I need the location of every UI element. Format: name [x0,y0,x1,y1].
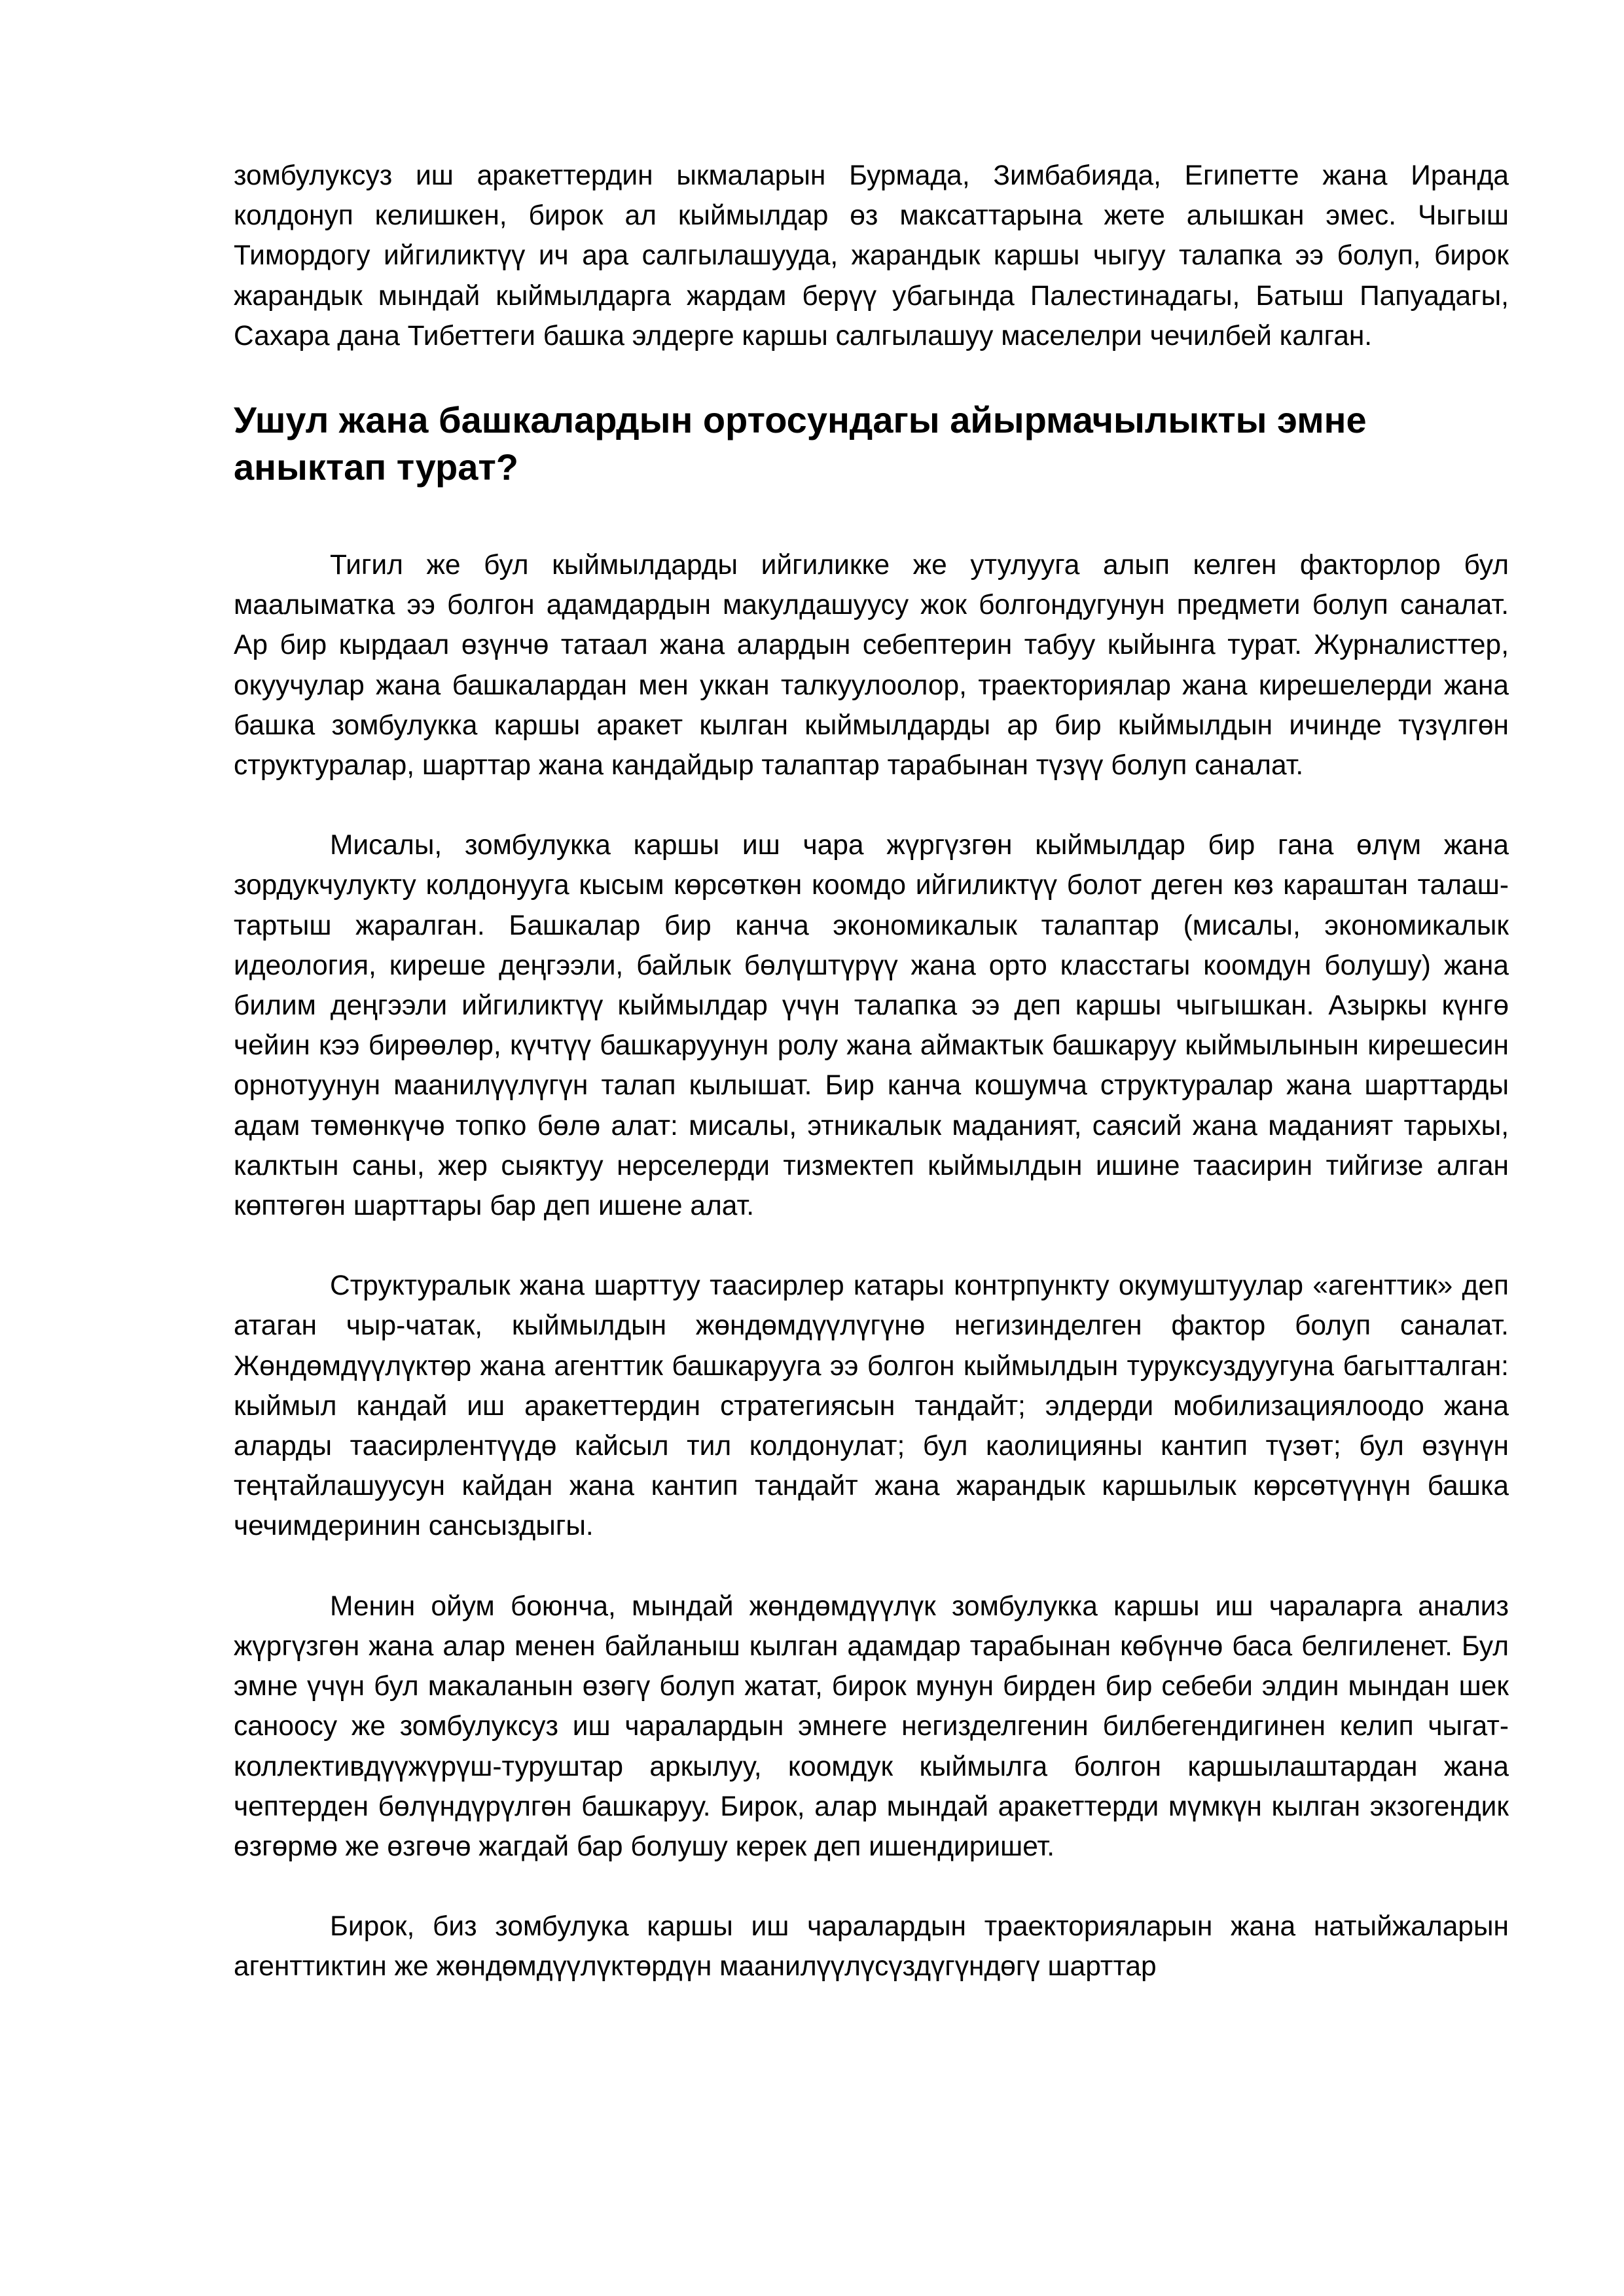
section-heading: Ушул жана башкалардын ортосундагы айырмачылыкты эмне аныктап турат? [234,399,1367,488]
body-paragraph-2: Мисалы, зомбулукка каршы иш чара жүргүзгөн кыймылдар бир гана өлүм жана зордукчулукту колдонууга кысым көрсөткөн коомдо ийгиликтүү болот деген көз караштан талаш-тартыш жаралган. Башкалар бир канча экономикалык талаптар (мисалы, экономикалык идеология, киреше деңгээли, байлык бөлүштүрүү жана орто класстагы коомдун болушу) жана билим деңгээли ийгиликтүү кыймылдар үчүн талапка ээ деп каршы чыгышкан. Азыркы күнгө чейин кээ бирөөлөр, күчтүү башкаруунун ролу жана аймактык башкаруу кыймылынын кирешесин орнотуунун маанилүүлүгүн талап кылышат. Бир канча кошумча структуралар жана шарттарды адам төмөнкүчө топко бөлө алат: мисалы, этникалык маданият, саясий жана маданият тарыхы, калктын саны, жер сыяктуу нерселерди тизмектеп кыймылдын ишине таасирин тийгизе алган көптөгөн шарттары бар деп ишене алат. [234,830,1509,1222]
body-paragraph-4: Менин ойум боюнча, мындай жөндөмдүүлүк зомбулукка каршы иш чараларга анализ жүргүзгөн жана алар менен байланыш кылган адамдар тарабынан көбүнчө баса белгиленет. Бул эмне үчүн бул макаланын өзөгү болуп жатат, бирок мунун бирден бир себеби элдин мындан шек саноосу же зомбулуксуз иш чаралардын эмнеге негизделгенин билбегендигинен келип чыгат-коллективдүүжүрүш-туруштар аркылуу, коомдук кыймылга болгон каршылаштардан жана чептерден бөлүндүрүлгөн башкаруу. Бирок, алар мындай аракеттерди мүмкүн кылган экзогендик өзгөрмө же өзгөчө жагдай бар болушу керек деп ишендиришет. [234,1590,1509,1862]
body-paragraph-1: Тигил же бул кыймылдарды ийгиликке же утулууга алып келген факторлор бул маалыматка ээ болгон адамдардын макулдашуусу жок болгондугунун предмети болуп саналат. Ар бир кырдаал өзүнчө татаал жана алардын себептерин табуу кыйынга турат. Журналисттер, окуучулар жана башкалардан мен уккан талкуулоолор, траекториялар жана кирешелерди жана башка зомбулукка каршы аракет кылган кыймылдарды ар бир кыймылдын ичинде түзүлгөн структуралар, шарттар жана кандайдыр талаптар тарабынан түзүү болуп саналат. [234,550,1509,781]
document-page [234,156,1509,1987]
body-paragraph-3: Структуралык жана шарттуу таасирлер катары контрпункту окумуштуулар «агенттик» деп атаган чыр-чатак, кыймылдын жөндөмдүүлүгүнө негизинделген фактор болуп саналат. Жөндөмдүүлүктөр жана агенттик башкарууга ээ болгон кыймылдын туруксуздуугуна багытталган: кыймыл кандай иш аракеттердин стратегиясын тандайт; элдерди мобилизациялоодо жана аларды таасирлентүүдө кайсыл тил колдонулат; бул каолицияны кантип түзөт; бул өзүнүн теңтайлашуусун кайдан жана кантип тандайт жана жарандык каршылык көрсөтүүнүн башка чечимдеринин сансыздыгы. [234,1270,1509,1542]
intro-paragraph: зомбулуксуз иш аракеттердин ыкмаларын Бурмада, Зимбабияда, Египетте жана Иранда колдонуп келишкен, бирок ал кыймылдар өз максаттарына жете алышкан эмес. Чыгыш Тимордогу ийгиликтүү ич ара салгылашууда, жарандык каршы чыгуу талапка ээ болуп, бирок жарандык мындай кыймылдарга жардам берүү убагында Палестинадагы, Батыш Папуадагы, Сахара дана Тибеттеги башка элдерге каршы салгылашуу маселелри чечилбей калган. [234,160,1509,351]
body-paragraph-5: Бирок, биз зомбулука каршы иш чаралардын траекторияларын жана натыйжаларын агенттиктин же жөндөмдүүлүктөрдүн маанилүүлүсүздүгүндөгү шарттар [234,1911,1509,1982]
